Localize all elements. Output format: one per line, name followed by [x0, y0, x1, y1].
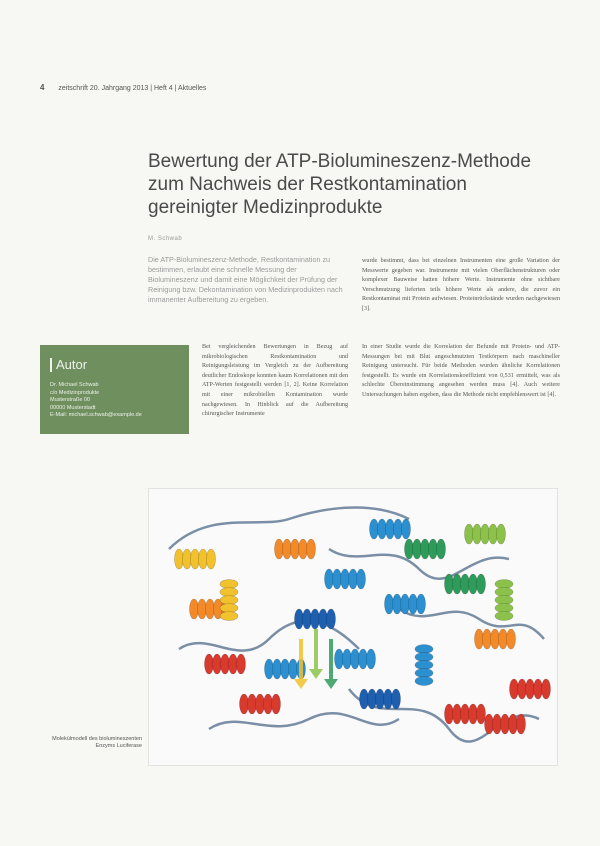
- author-email: E-Mail: michael.schwab@example.de: [50, 412, 142, 418]
- helix-ribbon: [220, 580, 238, 621]
- helix-ribbon: [445, 574, 486, 594]
- helix-ribbon: [335, 649, 376, 669]
- protein-ribbon-illustration: [149, 489, 557, 765]
- helix-ribbon: [370, 519, 411, 539]
- author-box-heading: [50, 357, 179, 372]
- author-contact-line: Dr. Michael Schwab: [50, 382, 99, 388]
- helix-ribbon: [415, 645, 433, 686]
- body-text-right-upper: wurde bestimmt, dass bei einzelnen Instrumenten eine große Variation der Messwerte gegeben war. Instrumente mit vielen Oberflächenstrukturen oder komplexer Bauweise hatten höhere Werte. Instrumente ohne sichtbare Verschmutzung lieferten teils höhere Werte als andere, die zuvor ein Restkontaminat mit Protein aufwiesen. Proteinrückstände wurden nachgewiesen [3].: [362, 258, 560, 312]
- running-header: [40, 83, 206, 92]
- author-box-heading-text: Autor: [56, 357, 88, 372]
- coil-segment: [209, 713, 399, 729]
- author-info-box: [40, 345, 189, 434]
- author-byline: M. Schwab: [148, 236, 183, 242]
- helix-ribbon: [475, 629, 516, 649]
- helix-ribbon: [175, 549, 216, 569]
- helix-ribbon: [240, 694, 281, 714]
- lead-paragraph: Die ATP-Biolumineszenz-Methode, Restkontamination zu bestimmen, erlaubt eine schnelle Messung der Biolumineszenz und damit eine Möglichkeit der Prüfung der Reinigung bzw. Dekontamination von Medizinprodukten nach immanenter Aufbereitung zu ergeben.: [148, 255, 343, 304]
- helix-ribbon: [295, 609, 336, 629]
- title-line: gereinigter Medizinprodukte: [148, 197, 383, 218]
- helix-ribbon: [325, 569, 366, 589]
- helix-ribbon: [485, 714, 526, 734]
- beta-strand-arrow: [309, 629, 323, 679]
- title-line: zum Nachweis der Restkontamination: [148, 174, 467, 195]
- author-contact-line: 00000 Musterstadt: [50, 404, 96, 411]
- page-number: 4: [40, 83, 45, 92]
- helix-ribbon: [465, 524, 506, 544]
- helix-ribbon: [495, 580, 513, 621]
- helix-ribbon: [385, 594, 426, 614]
- helix-ribbon: [405, 539, 446, 559]
- helix-ribbon: [275, 539, 316, 559]
- helix-ribbon: [510, 679, 551, 699]
- helix-ribbon: [445, 704, 486, 724]
- author-contact-line: c/o Medizinprodukte: [50, 389, 100, 396]
- article-title: [148, 150, 568, 219]
- author-contact: [50, 382, 179, 420]
- title-line: Bewertung der ATP-Biolumineszenz-Methode: [148, 151, 532, 172]
- helix-ribbon: [205, 654, 246, 674]
- running-title: zeitschrift 20. Jahrgang 2013 | Heft 4 | Aktuelles: [58, 85, 207, 92]
- body-text-left: Bei vergleichenden Bewertungen in Bezug auf mikrobiologischen Restkontamination und Reinigungsleistung im Vergleich zu der Aufbereitung deutlicher Endoskope konnten kaum Korrelationen mit den ATP-Werten festgestellt werden [1, 2]. Keine Korrelation mit einer mikrobiellen Kontamination wurde nachgewiesen. In Hinblick auf die Aufbereitung chirurgischer Instrumente: [202, 344, 348, 418]
- helix-ribbon: [360, 689, 401, 709]
- body-text-right: In einer Studie wurde die Korrelation der Befunde mit Protein- und ATP-Messungen bei mit Blut angeschmutzten Testkörpern nach maschineller Reinigung untersucht. Für beide Methoden wurden ähnliche Korrelationen festgestellt. Es wurde ein Korrelationskoeffizient von 0,531 ermittelt, was als schlechte Übereinstimmung angesehen werden muss [4]. Auch weitere Untersuchungen haben ergeben, dass die Methode nicht empfehlenswert ist [4].: [362, 344, 560, 398]
- figure-caption: Molekülmodell des biolumineszenten Enzyms Luciferase: [52, 736, 142, 749]
- author-contact-line: Musterstraße 00: [50, 397, 91, 403]
- protein-structure-figure: [148, 488, 558, 766]
- heading-bar-icon: [50, 358, 52, 372]
